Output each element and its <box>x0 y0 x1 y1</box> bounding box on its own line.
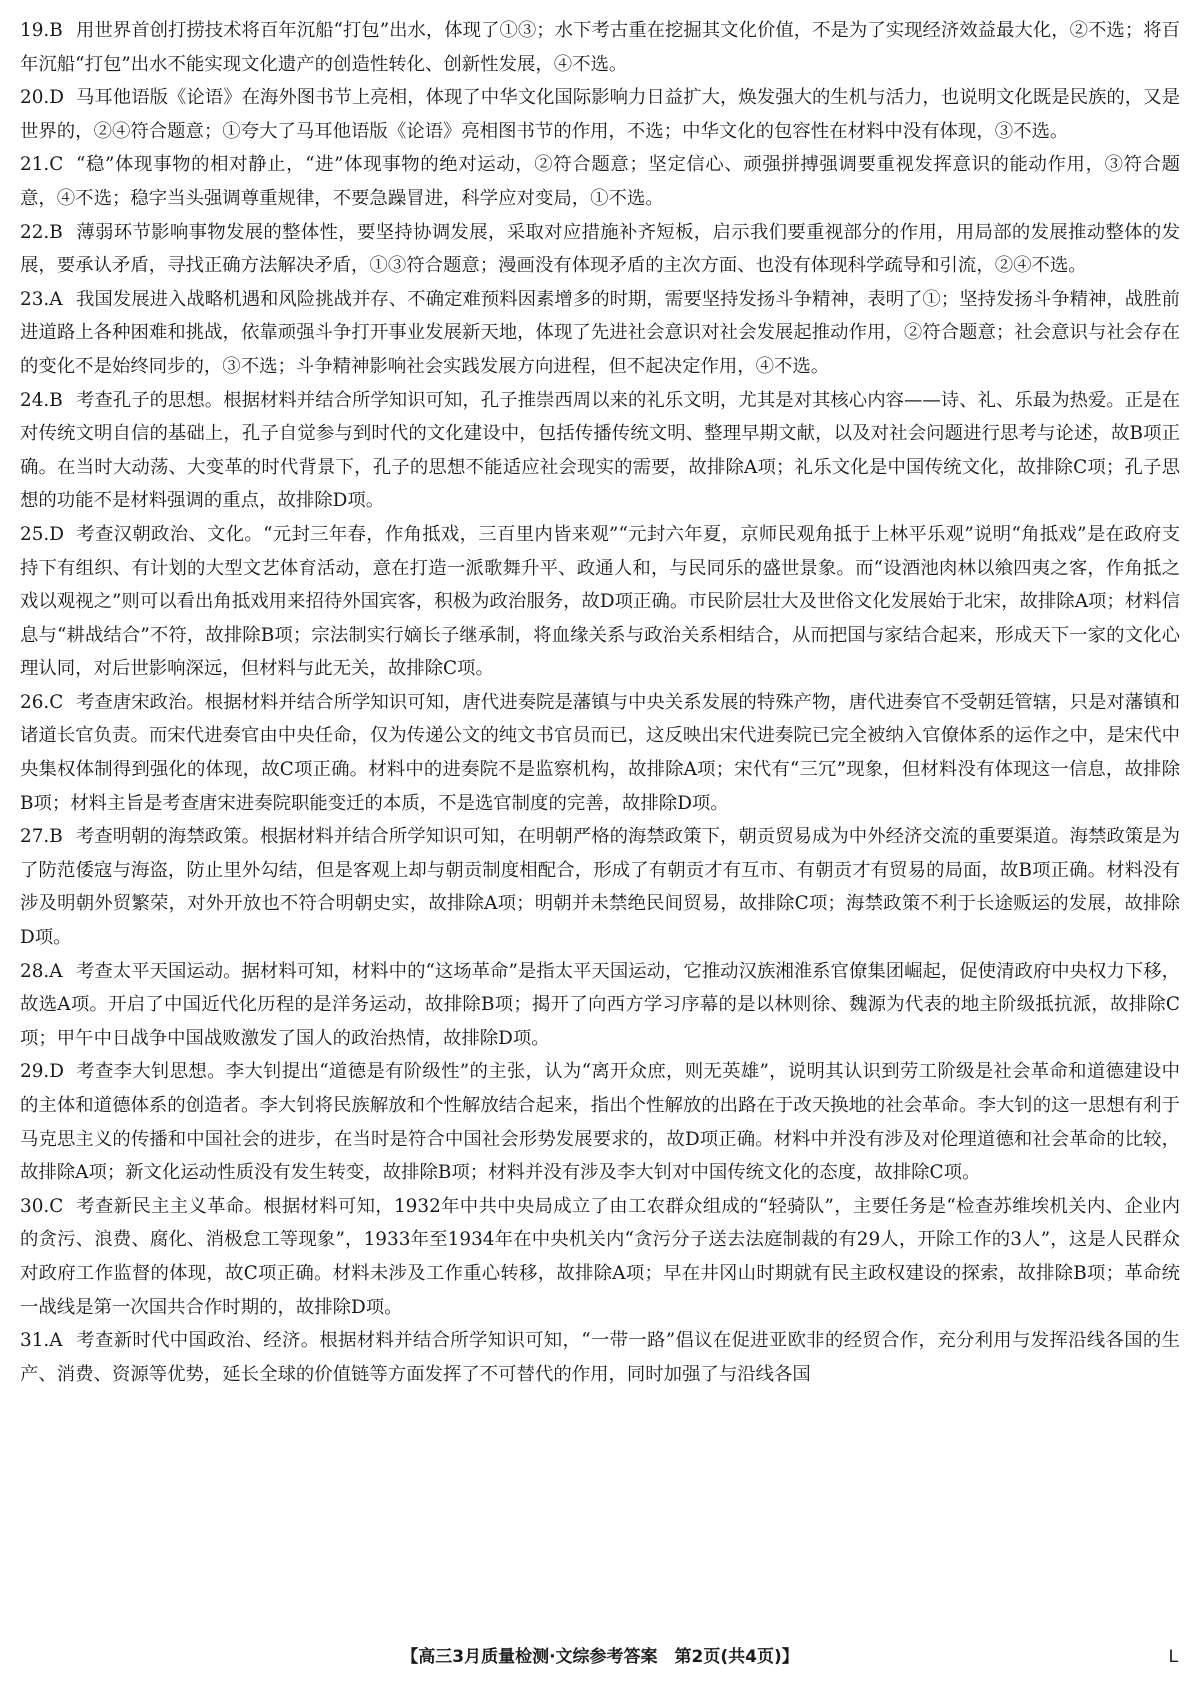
footer-version-letter: L <box>1168 1647 1178 1667</box>
answer-number: 25.D <box>20 523 64 545</box>
answer-list <box>20 14 1180 1391</box>
answer-explanation: 用世界首创打捞技术将百年沉船“打包”出水，体现了①③；水下考古重在挖掘其文化价值，不是为了实现经济效益最大化，②不选；将百年沉船“打包”出水不能实现文化遗产的创造性转化、创新性发展，④不选。 <box>20 20 1180 75</box>
answer-number: 26.C <box>20 691 64 713</box>
answer-item <box>20 955 1180 1056</box>
answer-number: 31.A <box>20 1330 63 1352</box>
answer-item <box>20 820 1180 954</box>
answer-item <box>20 686 1180 820</box>
answer-item <box>20 384 1180 518</box>
answer-explanation: 考查明朝的海禁政策。根据材料并结合所学知识可知，在明朝严格的海禁政策下，朝贡贸易成为中外经济交流的重要渠道。海禁政策是为了防范倭寇与海盗，防止里外勾结，但是客观上却与朝贡制度相配合，形成了有朝贡才有互市、有朝贡才有贸易的局面，故B项正确。材料没有涉及明朝外贸繁荣，对外开放也不符合明朝史实，故排除A项；明朝并未禁绝民间贸易，故排除C项；海禁政策不利于长途贩运的发展，故排除D项。 <box>20 826 1180 949</box>
answer-item <box>20 81 1180 148</box>
answer-explanation: 考查孔子的思想。根据材料并结合所学知识可知，孔子推崇西周以来的礼乐文明，尤其是对其核心内容——诗、礼、乐最为热爱。正是在对传统文明自信的基础上，孔子自觉参与到时代的文化建设中，包括传播传统文明、整理早期文献，以及对社会问题进行思考与论述，故B项正确。在当时大动荡、大变革的时代背景下，孔子的思想不能适应社会现实的需要，故排除A项；礼乐文化是中国传统文化，故排除C项；孔子思想的功能不是材料强调的重点，故排除D项。 <box>20 389 1180 512</box>
answer-number: 29.D <box>20 1061 64 1083</box>
answer-number: 23.A <box>20 288 63 310</box>
answer-item <box>20 1190 1180 1324</box>
answer-number: 21.C <box>20 154 64 176</box>
answer-number: 27.B <box>20 826 63 848</box>
answer-item <box>20 1324 1180 1391</box>
answer-explanation: “稳”体现事物的相对静止，“进”体现事物的绝对运动，②符合题意；坚定信心、顽强拼搏强调要重视发挥意识的能动作用，③符合题意，④不选；稳字当头强调尊重规律，不要急躁冒进，科学应对变局，①不选。 <box>20 154 1180 209</box>
answer-item <box>20 14 1180 81</box>
answer-explanation: 我国发展进入战略机遇和风险挑战并存、不确定难预料因素增多的时期，需要坚持发扬斗争精神，表明了①；坚持发扬斗争精神，战胜前进道路上各种困难和挑战，依靠顽强斗争打开事业发展新天地，体现了先进社会意识对社会发展起推动作用，②符合题意；社会意识与社会存在的变化不是始终同步的，③不选；斗争精神影响社会实践发展方向进程，但不起决定作用，④不选。 <box>20 288 1180 377</box>
answer-explanation: 薄弱环节影响事物发展的整体性，要坚持协调发展，采取对应措施补齐短板，启示我们要重视部分的作用，用局部的发展推动整体的发展，要承认矛盾，寻找正确方法解决矛盾，①③符合题意；漫画没有体现矛盾的主次方面、也没有体现科学疏导和引流，②④不选。 <box>20 221 1180 277</box>
answer-explanation: 考查太平天国运动。据材料可知，材料中的“这场革命”是指太平天国运动，它推动汉族湘淮系官僚集团崛起，促使清政府中央权力下移，故选A项。开启了中国近代化历程的是洋务运动，故排除B项；揭开了向西方学习序幕的是以林则徐、魏源为代表的地主阶级抵抗派，故排除C项；甲午中日战争中国战败激发了国人的政治热情，故排除D项。 <box>20 960 1180 1049</box>
answer-number: 30.C <box>20 1195 64 1217</box>
answer-explanation: 马耳他语版《论语》在海外图书节上亮相，体现了中华文化国际影响力日益扩大，焕发强大的生机与活力，也说明文化既是民族的，又是世界的，②④符合题意；①夸大了马耳他语版《论语》亮相图书节的作用，不选；中华文化的包容性在材料中没有体现，③不选。 <box>20 87 1180 142</box>
answer-explanation: 考查汉朝政治、文化。“元封三年春，作角抵戏，三百里内皆来观”“元封六年夏，京师民观角抵于上林平乐观”说明“角抵戏”是在政府支持下有组织、有计划的大型文艺体育活动，意在打造一派歌舞升平、政通人和，与民同乐的盛世景象。而“设酒池肉林以飨四夷之客，作角抵之戏以观视之”则可以看出角抵戏用来招待外国宾客，积极为政治服务，故D项正确。市民阶层壮大及世俗文化发展始于北宋，故排除A项；材料信息与“耕战结合”不符，故排除B项；宗法制实行嫡长子继承制，将血缘关系与政治关系相结合，从而把国与家结合起来，形成天下一家的文化心理认同，对后世影响深远，但材料与此无关，故排除C项。 <box>20 523 1180 680</box>
answer-number: 24.B <box>20 389 63 411</box>
answer-number: 20.D <box>20 87 64 109</box>
answer-item <box>20 283 1180 384</box>
answer-explanation: 考查李大钊思想。李大钊提出“道德是有阶级性”的主张，认为“离开众庶，则无英雄”，说明其认识到劳工阶级是社会革命和道德建设中的主体和道德体系的创造者。李大钊将民族解放和个性解放结合起来，指出个性解放的出路在于改天换地的社会革命。李大钊的这一思想有利于马克思主义的传播和中国社会的进步，在当时是符合中国社会形势发展要求的，故D项正确。材料中并没有涉及对伦理道德和社会革命的比较，故排除A项；新文化运动性质没有发生转变，故排除B项；材料并没有涉及李大钊对中国传统文化的态度，故排除C项。 <box>20 1061 1180 1184</box>
answer-item <box>20 518 1180 686</box>
answer-number: 28.A <box>20 960 63 982</box>
footer-page-info: 【高三3月质量检测·文综参考答案 第2页(共4页)】 <box>401 1647 799 1667</box>
answer-explanation: 考查新民主主义革命。根据材料可知，1932年中共中央局成立了由工农群众组成的“轻骑队”，主要任务是“检查苏维埃机关内、企业内的贪污、浪费、腐化、消极怠工等现象”，1933年至1934年在中央机关内“贪污分子送去法庭制裁的有29人，开除工作的3人”，这是人民群众对政府工作监督的体现，故C项正确。材料未涉及工作重心转移，故排除A项；早在井冈山时期就有民主政权建设的探索，故排除B项；革命统一战线是第一次国共合作时期的，故排除D项。 <box>20 1195 1180 1318</box>
answer-item <box>20 216 1180 283</box>
answer-explanation: 考查唐宋政治。根据材料并结合所学知识可知，唐代进奏院是藩镇与中央关系发展的特殊产物，唐代进奏官不受朝廷管辖，只是对藩镇和诸道长官负责。而宋代进奏官由中央任命，仅为传递公文的纯文书官员而已，这反映出宋代进奏院已完全被纳入官僚体系的运作之中，是宋代中央集权体制得到强化的体现，故C项正确。材料中的进奏院不是监察机构，故排除A项；宋代有“三冗”现象，但材料没有体现这一信息，故排除B项；材料主旨是考查唐宋进奏院职能变迁的本质，不是选官制度的完善，故排除D项。 <box>20 691 1180 814</box>
answer-item <box>20 1055 1180 1189</box>
answer-number: 22.B <box>20 221 63 243</box>
answer-number: 19.B <box>20 20 63 41</box>
page-footer <box>0 1642 1200 1672</box>
answer-explanation: 考查新时代中国政治、经济。根据材料并结合所学知识可知，“一带一路”倡议在促进亚欧非的经贸合作，充分利用与发挥沿线各国的生产、消费、资源等优势，延长全球的价值链等方面发挥了不可替代的作用，同时加强了与沿线各国 <box>20 1330 1180 1385</box>
answer-item <box>20 148 1180 215</box>
